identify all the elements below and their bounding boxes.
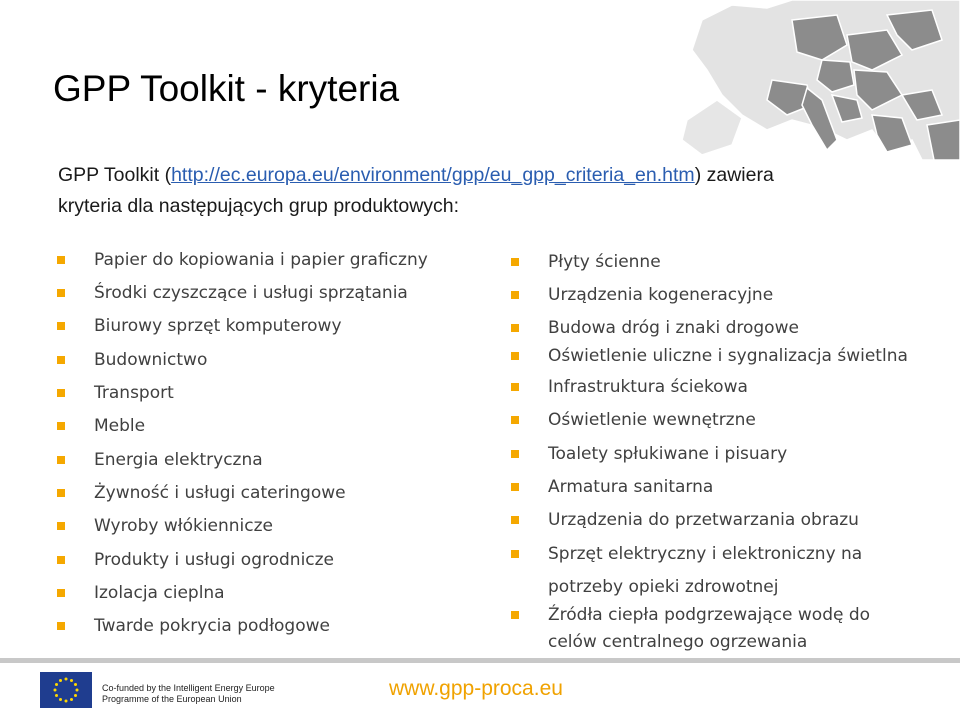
list-item: Produkty i usługi ogrodnicze bbox=[94, 550, 334, 570]
list-item: Urządzenia do przetwarzania obrazu bbox=[548, 510, 859, 530]
list-item: celów centralnego ogrzewania bbox=[548, 632, 808, 652]
list-item: Transport bbox=[94, 383, 174, 403]
square-bullet-icon bbox=[57, 589, 65, 597]
list-item: Papier do kopiowania i papier graficzny bbox=[94, 250, 428, 270]
square-bullet-icon bbox=[511, 450, 519, 458]
square-bullet-icon bbox=[57, 522, 65, 530]
square-bullet-icon bbox=[57, 289, 65, 297]
eu-flag-icon bbox=[40, 672, 92, 708]
intro-text bbox=[58, 160, 898, 222]
list-item: Urządzenia kogeneracyjne bbox=[548, 285, 773, 305]
square-bullet-icon bbox=[57, 556, 65, 564]
square-bullet-icon bbox=[57, 356, 65, 364]
list-item: Sprzęt elektryczny i elektroniczny na bbox=[548, 544, 862, 564]
list-item: Płyty ścienne bbox=[548, 252, 661, 272]
square-bullet-icon bbox=[57, 622, 65, 630]
list-item: Żywność i usługi cateringowe bbox=[94, 483, 346, 503]
list-item: Meble bbox=[94, 416, 145, 436]
list-item: Oświetlenie uliczne i sygnalizacja świetlna bbox=[548, 346, 908, 366]
gpp-criteria-link[interactable]: http://ec.europa.eu/environment/gpp/eu_gpp_criteria_en.htm bbox=[171, 164, 695, 186]
square-bullet-icon bbox=[511, 383, 519, 391]
list-item: Infrastruktura ściekowa bbox=[548, 377, 748, 397]
list-item: Oświetlenie wewnętrzne bbox=[548, 410, 756, 430]
square-bullet-icon bbox=[511, 550, 519, 558]
list-item: Armatura sanitarna bbox=[548, 477, 713, 497]
square-bullet-icon bbox=[511, 611, 519, 619]
list-item: Biurowy sprzęt komputerowy bbox=[94, 316, 342, 336]
square-bullet-icon bbox=[511, 416, 519, 424]
list-item: Twarde pokrycia podłogowe bbox=[94, 616, 330, 636]
list-item: Źródła ciepła podgrzewające wodę do bbox=[548, 605, 870, 625]
list-item: potrzeby opieki zdrowotnej bbox=[548, 577, 779, 597]
square-bullet-icon bbox=[57, 489, 65, 497]
list-item: Energia elektryczna bbox=[94, 450, 263, 470]
square-bullet-icon bbox=[57, 389, 65, 397]
intro-line2: kryteria dla następujących grup produktowych: bbox=[58, 195, 460, 217]
square-bullet-icon bbox=[511, 483, 519, 491]
europe-map-image bbox=[672, 0, 960, 160]
square-bullet-icon bbox=[57, 456, 65, 464]
square-bullet-icon bbox=[57, 422, 65, 430]
square-bullet-icon bbox=[57, 322, 65, 330]
page-title: GPP Toolkit - kryteria bbox=[53, 68, 400, 109]
website-url[interactable]: www.gpp-proca.eu bbox=[389, 677, 563, 700]
square-bullet-icon bbox=[511, 291, 519, 299]
intro-before: GPP Toolkit ( bbox=[58, 164, 172, 186]
list-item: Środki czyszczące i usługi sprzątania bbox=[94, 283, 408, 303]
square-bullet-icon bbox=[511, 516, 519, 524]
square-bullet-icon bbox=[511, 324, 519, 332]
list-item: Wyroby włókiennicze bbox=[94, 516, 273, 536]
intro-after: ) zawiera bbox=[694, 164, 774, 186]
cofunding-note: Co-funded by the Intelligent Energy Europe Programme of the European Union bbox=[102, 683, 275, 704]
square-bullet-icon bbox=[57, 256, 65, 264]
list-item: Toalety spłukiwane i pisuary bbox=[548, 444, 787, 464]
list-item: Izolacja cieplna bbox=[94, 583, 225, 603]
square-bullet-icon bbox=[511, 258, 519, 266]
footer-divider bbox=[0, 658, 960, 663]
list-item: Budownictwo bbox=[94, 350, 207, 370]
list-item: Budowa dróg i znaki drogowe bbox=[548, 318, 799, 338]
square-bullet-icon bbox=[511, 352, 519, 360]
